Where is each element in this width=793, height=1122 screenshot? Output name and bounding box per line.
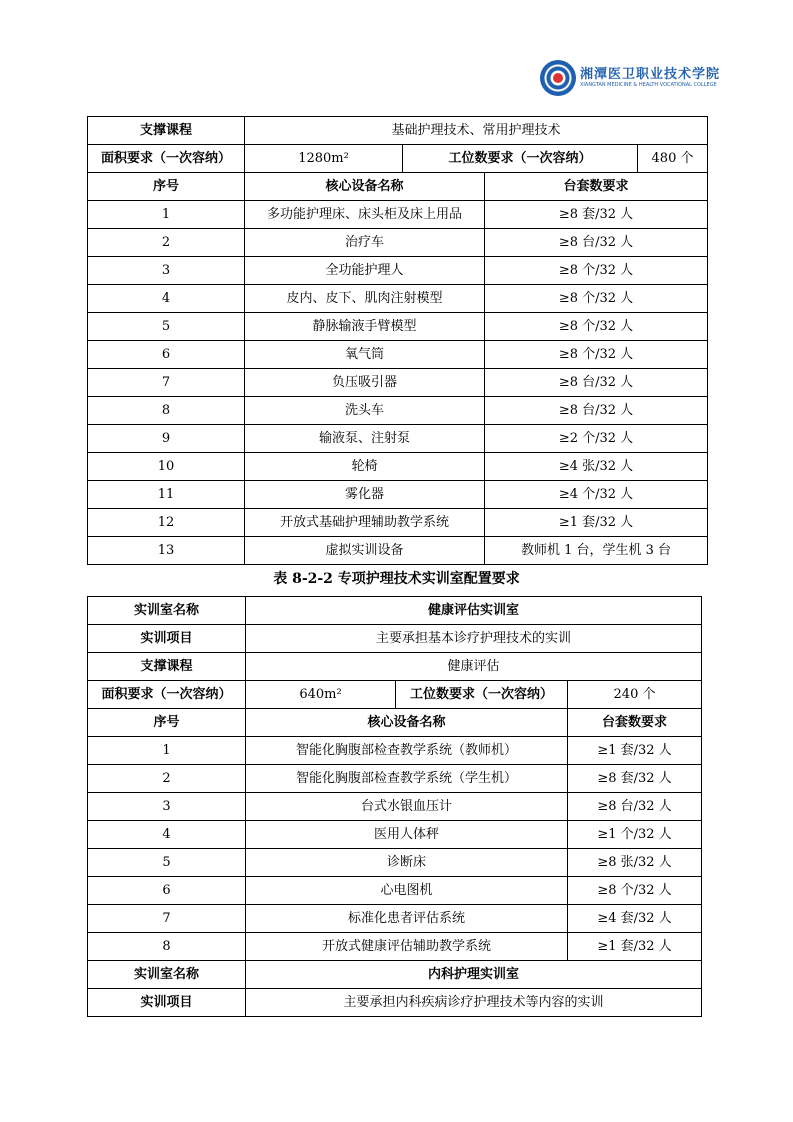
room-label: 实训室名称 — [88, 597, 246, 625]
table-row — [88, 905, 702, 933]
area-label: 面积要求（一次容纳） — [88, 681, 246, 709]
column-header-equipment: 核心设备名称 — [245, 173, 485, 201]
cell-no: 4 — [88, 821, 246, 849]
column-header-quantity: 台套数要求 — [568, 709, 702, 737]
cell-no: 11 — [88, 481, 245, 509]
table-row — [88, 537, 708, 565]
table-row — [88, 793, 702, 821]
table-row — [88, 369, 708, 397]
cell-no: 7 — [88, 905, 246, 933]
cell-quantity: ≥8 个/32 人 — [485, 257, 708, 285]
room-value: 内科护理实训室 — [246, 961, 702, 989]
table-header-row — [88, 173, 708, 201]
cell-equipment-name: 负压吸引器 — [245, 369, 485, 397]
cell-quantity: ≥8 张/32 人 — [568, 849, 702, 877]
table-row — [88, 933, 702, 961]
cell-equipment-name: 虚拟实训设备 — [245, 537, 485, 565]
course-label: 支撑课程 — [88, 117, 245, 145]
cell-equipment-name: 氧气筒 — [245, 341, 485, 369]
cell-no: 5 — [88, 313, 245, 341]
cell-quantity: ≥8 个/32 人 — [485, 313, 708, 341]
cell-equipment-name: 台式水银血压计 — [246, 793, 568, 821]
cell-quantity: ≥1 套/32 人 — [568, 933, 702, 961]
cell-quantity: ≥1 个/32 人 — [568, 821, 702, 849]
cell-no: 2 — [88, 765, 246, 793]
project-value: 主要承担内科疾病诊疗护理技术等内容的实训 — [246, 989, 702, 1017]
column-header-no: 序号 — [88, 173, 245, 201]
table-row — [88, 597, 702, 625]
cell-no: 8 — [88, 397, 245, 425]
room-label: 实训室名称 — [88, 961, 246, 989]
cell-equipment-name: 心电图机 — [246, 877, 568, 905]
table-body — [88, 961, 702, 1017]
table-row — [88, 989, 702, 1017]
cell-no: 4 — [88, 285, 245, 313]
cell-equipment-name: 皮内、皮下、肌肉注射模型 — [245, 285, 485, 313]
table-row — [88, 313, 708, 341]
cell-quantity: ≥1 套/32 人 — [485, 509, 708, 537]
cell-no: 6 — [88, 877, 246, 905]
cell-quantity: ≥8 个/32 人 — [568, 877, 702, 905]
cell-equipment-name: 开放式基础护理辅助教学系统 — [245, 509, 485, 537]
table-body — [88, 709, 702, 961]
cell-quantity: ≥8 台/32 人 — [568, 793, 702, 821]
area-value: 640m² — [246, 681, 396, 709]
table-row — [88, 453, 708, 481]
cell-quantity: ≥8 套/32 人 — [568, 765, 702, 793]
cell-no: 1 — [88, 737, 246, 765]
table-row — [88, 425, 708, 453]
table-row — [88, 117, 708, 145]
table-caption: 表 8-2-2 专项护理技术实训室配置要求 — [273, 571, 520, 587]
table-row — [88, 341, 708, 369]
area-label: 面积要求（一次容纳） — [88, 145, 245, 173]
table-row — [88, 285, 708, 313]
table-row — [88, 257, 708, 285]
table-row — [88, 509, 708, 537]
cell-equipment-name: 静脉输液手臂模型 — [245, 313, 485, 341]
table-row — [88, 201, 708, 229]
cell-equipment-name: 多功能护理床、床头柜及床上用品 — [245, 201, 485, 229]
room-value: 健康评估实训室 — [246, 597, 702, 625]
cell-quantity: ≥8 台/32 人 — [485, 397, 708, 425]
cell-equipment-name: 洗头车 — [245, 397, 485, 425]
table-body — [88, 173, 708, 565]
cell-equipment-name: 医用人体秤 — [246, 821, 568, 849]
table-row — [88, 653, 702, 681]
station-value: 240 个 — [568, 681, 702, 709]
table-row — [88, 625, 702, 653]
cell-equipment-name: 智能化胸腹部检查教学系统（学生机） — [246, 765, 568, 793]
cell-equipment-name: 智能化胸腹部检查教学系统（教师机） — [246, 737, 568, 765]
cell-quantity: ≥1 套/32 人 — [568, 737, 702, 765]
table-header-row — [88, 709, 702, 737]
cell-equipment-name: 全功能护理人 — [245, 257, 485, 285]
cell-equipment-name: 雾化器 — [245, 481, 485, 509]
cell-equipment-name: 轮椅 — [245, 453, 485, 481]
cell-no: 2 — [88, 229, 245, 257]
cell-quantity: ≥4 个/32 人 — [485, 481, 708, 509]
table-row — [88, 877, 702, 905]
college-name: 湘潭医卫职业技术学院 — [580, 67, 721, 82]
table-row — [88, 737, 702, 765]
station-label: 工位数要求（一次容纳） — [403, 145, 638, 173]
cell-quantity: ≥2 个/32 人 — [485, 425, 708, 453]
cell-no: 6 — [88, 341, 245, 369]
column-header-quantity: 台套数要求 — [485, 173, 708, 201]
cell-no: 8 — [88, 933, 246, 961]
table-row — [88, 681, 702, 709]
project-label: 实训项目 — [88, 989, 246, 1017]
station-value: 480 个 — [638, 145, 708, 173]
project-value: 主要承担基本诊疗护理技术的实训 — [246, 625, 702, 653]
college-name-en: XIANGTAN MEDICINE & HEALTH VOCATIONAL COLLEGE — [580, 82, 717, 88]
specialty-nursing-lab-table — [87, 596, 702, 1017]
college-seal-icon — [540, 60, 576, 96]
column-header-no: 序号 — [88, 709, 246, 737]
table-row — [88, 821, 702, 849]
table-row — [88, 849, 702, 877]
cell-no: 9 — [88, 425, 245, 453]
table-row — [88, 397, 708, 425]
cell-quantity: ≥8 台/32 人 — [485, 369, 708, 397]
cell-quantity: ≥8 个/32 人 — [485, 285, 708, 313]
cell-no: 3 — [88, 257, 245, 285]
table-row — [88, 765, 702, 793]
cell-no: 12 — [88, 509, 245, 537]
table-row — [88, 145, 708, 173]
cell-equipment-name: 治疗车 — [245, 229, 485, 257]
cell-no: 13 — [88, 537, 245, 565]
project-label: 实训项目 — [88, 625, 246, 653]
cell-no: 7 — [88, 369, 245, 397]
cell-quantity: ≥8 台/32 人 — [485, 229, 708, 257]
station-label: 工位数要求（一次容纳） — [396, 681, 568, 709]
table-row — [88, 961, 702, 989]
table-row — [88, 481, 708, 509]
cell-equipment-name: 诊断床 — [246, 849, 568, 877]
cell-quantity: ≥8 套/32 人 — [485, 201, 708, 229]
course-value: 健康评估 — [246, 653, 702, 681]
cell-equipment-name: 标准化患者评估系统 — [246, 905, 568, 933]
cell-quantity: ≥8 个/32 人 — [485, 341, 708, 369]
cell-equipment-name: 输液泵、注射泵 — [245, 425, 485, 453]
course-value: 基础护理技术、常用护理技术 — [245, 117, 708, 145]
cell-quantity: 教师机 1 台，学生机 3 台 — [485, 537, 708, 565]
college-logo — [540, 60, 721, 98]
course-label: 支撑课程 — [88, 653, 246, 681]
cell-no: 10 — [88, 453, 245, 481]
cell-no: 5 — [88, 849, 246, 877]
column-header-equipment: 核心设备名称 — [246, 709, 568, 737]
cell-no: 3 — [88, 793, 246, 821]
area-value: 1280m² — [245, 145, 403, 173]
cell-quantity: ≥4 张/32 人 — [485, 453, 708, 481]
cell-equipment-name: 开放式健康评估辅助教学系统 — [246, 933, 568, 961]
basic-nursing-lab-table — [87, 116, 708, 565]
cell-quantity: ≥4 套/32 人 — [568, 905, 702, 933]
table-row — [88, 229, 708, 257]
cell-no: 1 — [88, 201, 245, 229]
